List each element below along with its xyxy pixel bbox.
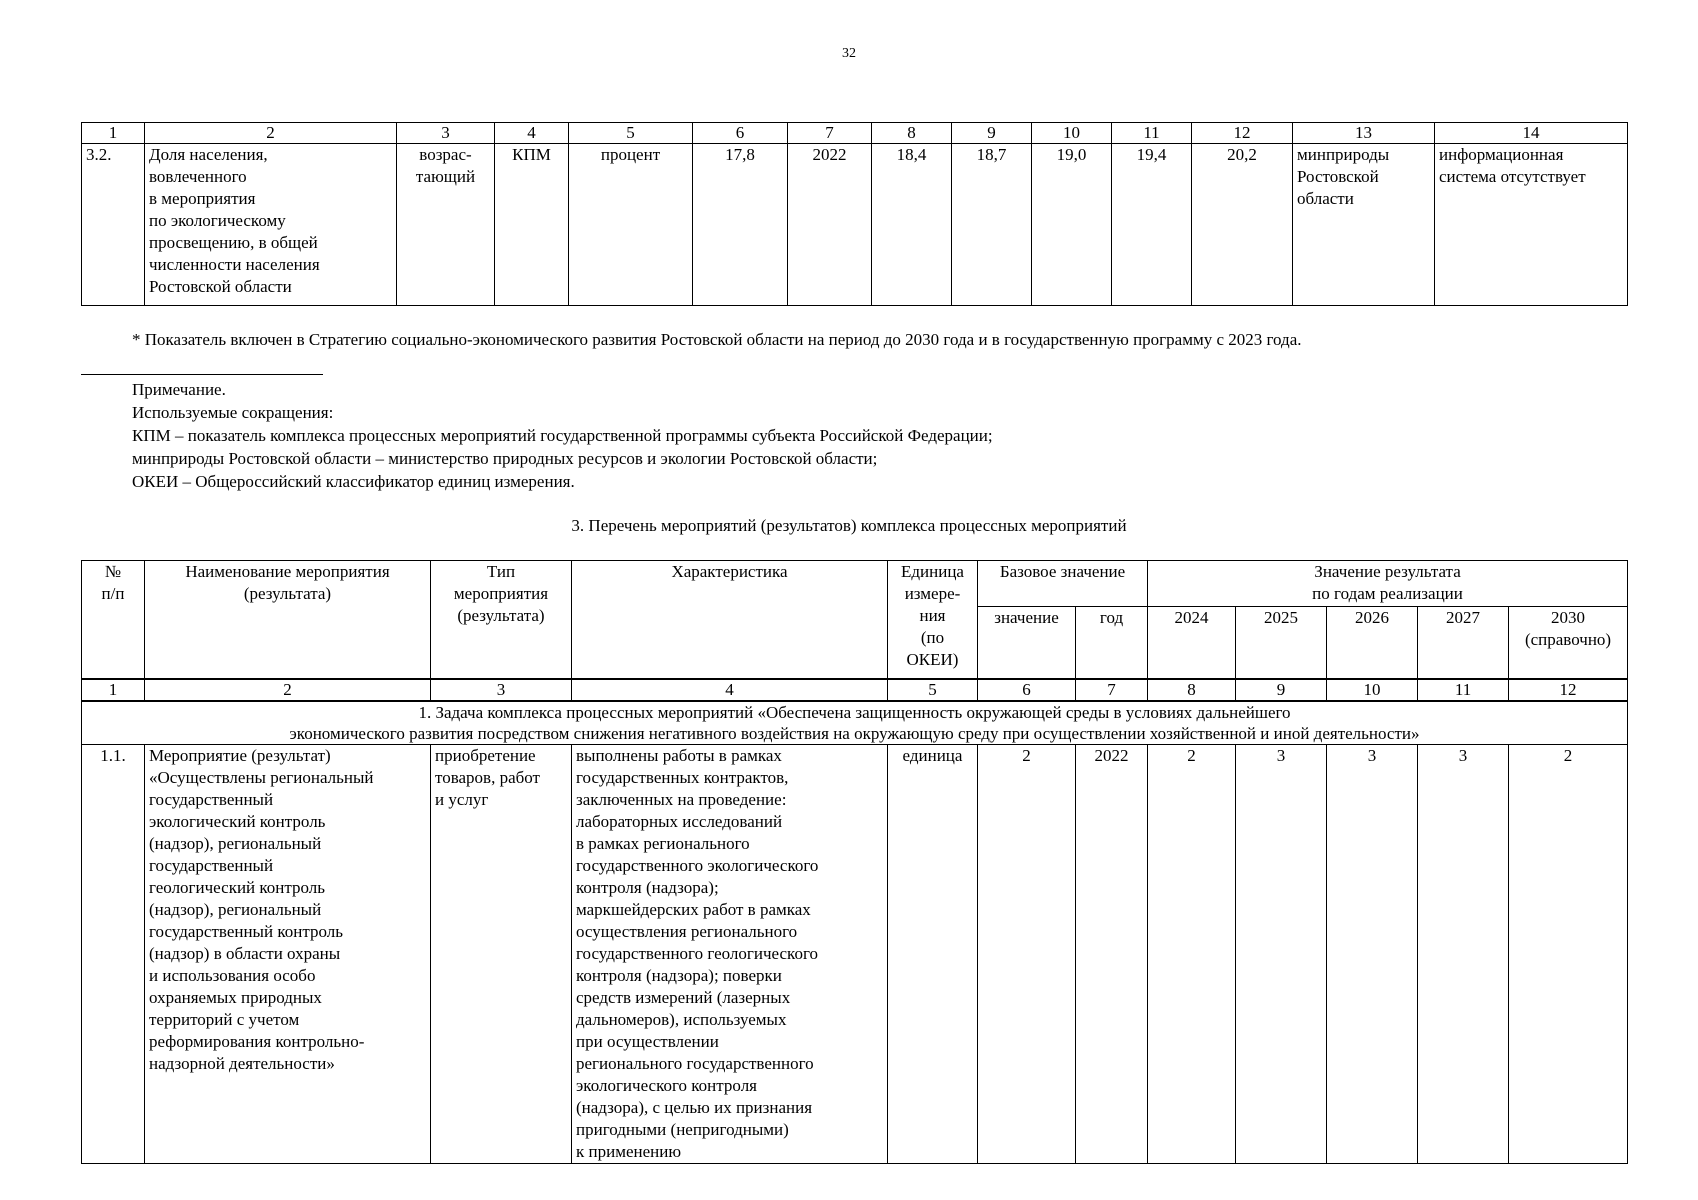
task-title (82, 701, 1628, 745)
col-number: 2 (145, 123, 397, 144)
text-line: государственного геологического (576, 943, 818, 963)
base-year: 2022 (1076, 744, 1148, 1163)
text-line: государственный контроль (149, 921, 343, 941)
measure-characteristic (572, 744, 888, 1163)
header-year-2024: 2024 (1148, 607, 1236, 679)
text-line: государственный (149, 855, 274, 875)
text-line: приобретение (435, 745, 536, 765)
note-line: минприроды Ростовской области – министерство природных ресурсов и экологии Ростовской области; (132, 449, 878, 468)
header-name (145, 561, 431, 679)
text-line: п/п (101, 584, 125, 603)
header-year-2026: 2026 (1327, 607, 1418, 679)
header-year-2030 (1509, 607, 1628, 679)
text-line: в рамках регионального (576, 833, 750, 853)
col-number: 6 (978, 679, 1076, 701)
text-line: охраняемых природных (149, 987, 322, 1007)
text-line: экономического развития посредством снижения негативного воздействия на окружающую среду при осуществлении хозяйственной и иной деятельности» (289, 723, 1420, 743)
base-year: 2022 (788, 144, 872, 306)
indicator-name (145, 144, 397, 306)
text-line: территорий с учетом (149, 1009, 300, 1029)
text-line: реформирования контрольно- (149, 1031, 365, 1051)
note-line: ОКЕИ – Общероссийский классификатор единиц измерения. (132, 472, 575, 491)
col-number: 4 (572, 679, 888, 701)
section-title: 3. Перечень мероприятий (результатов) комплекса процессных мероприятий (571, 516, 1127, 535)
text-line: и использования особо (149, 965, 316, 985)
col-number: 11 (1418, 679, 1509, 701)
note-line: Используемые сокращения: (132, 403, 334, 422)
col-number: 2 (145, 679, 431, 701)
header-base: Базовое значение (978, 561, 1148, 607)
text-line: Единица (901, 562, 964, 581)
note-heading: Примечание. (132, 380, 226, 399)
text-line: Тип (486, 562, 516, 581)
value-2027: 3 (1418, 744, 1509, 1163)
col-number: 8 (872, 123, 952, 144)
footnote-divider (81, 374, 323, 375)
text-line: мероприятия (453, 584, 549, 603)
text-line: (результата) (457, 606, 545, 625)
text-line: численности населения (149, 255, 320, 274)
value-2026: 3 (1327, 744, 1418, 1163)
col-number: 1 (82, 679, 145, 701)
text-line: регионального государственного (576, 1053, 814, 1073)
col-number: 12 (1509, 679, 1628, 701)
col-number: 9 (952, 123, 1032, 144)
notes-block (132, 378, 993, 493)
text-line: информационная (1439, 145, 1564, 164)
text-line: Ростовской (1297, 167, 1379, 186)
text-line: лабораторных исследований (576, 811, 783, 831)
col-number: 5 (888, 679, 978, 701)
text-line: 2030 (1551, 608, 1586, 627)
value-2024: 18,4 (872, 144, 952, 306)
text-line: в мероприятия (149, 189, 256, 208)
info-system (1435, 144, 1628, 306)
table-row (82, 144, 1628, 306)
text-line: (справочно) (1524, 630, 1612, 649)
measure-type (431, 744, 572, 1163)
text-line: Значение результата (1314, 562, 1461, 581)
header-number-row (82, 123, 1628, 144)
text-line: осуществления регионального (576, 921, 798, 941)
text-line: заключенных на проведение: (576, 789, 787, 809)
text-line: контроля (надзора); поверки (576, 965, 782, 985)
text-line: геологический контроль (149, 877, 326, 897)
responsible (1293, 144, 1435, 306)
base-value: 17,8 (693, 144, 788, 306)
measures-table (81, 560, 1628, 1164)
text-line: по экологическому (149, 211, 286, 230)
col-number: 8 (1148, 679, 1236, 701)
header-unit (888, 561, 978, 679)
text-line: экологический контроль (149, 811, 326, 831)
base-value: 2 (978, 744, 1076, 1163)
text-line: Наименование мероприятия (185, 562, 390, 581)
text-line: области (1297, 189, 1354, 208)
text-line: государственных контрактов, (576, 767, 789, 787)
col-number: 6 (693, 123, 788, 144)
text-line: ния (919, 606, 946, 625)
text-line: вовлеченного (149, 167, 247, 186)
text-line: Ростовской области (149, 277, 292, 296)
col-number: 13 (1293, 123, 1435, 144)
text-line: к применению (576, 1141, 682, 1161)
col-number: 7 (1076, 679, 1148, 701)
header-type (431, 561, 572, 679)
text-line: государственного экологического (576, 855, 819, 875)
header-year-2025: 2025 (1236, 607, 1327, 679)
text-line: (надзора), с целью их признания (576, 1097, 813, 1117)
text-line: Мероприятие (результат) (149, 745, 331, 765)
measure-name (145, 744, 431, 1163)
footnote: * Показатель включен в Стратегию социально-экономического развития Ростовской области на период до 2030 года и в государственную программу с 2023 года. (132, 330, 1302, 349)
col-number: 14 (1435, 123, 1628, 144)
text-line: дальномеров), используемых (576, 1009, 787, 1029)
indicator-unit: процент (569, 144, 693, 306)
value-2025: 18,7 (952, 144, 1032, 306)
note-line: КПМ – показатель комплекса процессных мероприятий государственной программы субъекта Российской Федерации; (132, 426, 993, 445)
col-number: 10 (1327, 679, 1418, 701)
value-2030: 2 (1509, 744, 1628, 1163)
header-base-value: значение (978, 607, 1076, 679)
indicator-direction (397, 144, 495, 306)
value-2027: 19,4 (1112, 144, 1192, 306)
col-number: 1 (82, 123, 145, 144)
text-line: просвещению, в общей (149, 233, 318, 252)
header-result (1148, 561, 1628, 607)
header-year-2027: 2027 (1418, 607, 1509, 679)
header-characteristic: Характеристика (572, 561, 888, 679)
header-row (82, 561, 1628, 607)
value-2024: 2 (1148, 744, 1236, 1163)
text-line: (надзор), региональный (149, 899, 322, 919)
text-line: измере- (904, 584, 961, 603)
text-line: система отсутствует (1439, 167, 1586, 186)
text-line: тающий (415, 167, 476, 186)
text-line: (результата) (243, 584, 332, 603)
col-number: 4 (495, 123, 569, 144)
value-2030: 20,2 (1192, 144, 1293, 306)
text-line: 1. Задача комплекса процессных мероприятий «Обеспечена защищенность окружающей среды в условиях дальнейшего (418, 702, 1291, 722)
text-line: ОКЕИ) (906, 650, 959, 669)
col-number: 7 (788, 123, 872, 144)
text-line: (надзор), региональный (149, 833, 322, 853)
page-number: 32 (842, 46, 856, 61)
text-line: по годам реализации (1312, 584, 1463, 603)
text-line: (по (920, 628, 945, 647)
text-line: минприроды (1297, 145, 1390, 164)
indicators-table (81, 122, 1628, 306)
text-line: надзорной деятельности» (149, 1053, 335, 1073)
header-num (82, 561, 145, 679)
col-number: 5 (569, 123, 693, 144)
text-line: государственный (149, 789, 274, 809)
header-base-year: год (1076, 607, 1148, 679)
col-number: 3 (431, 679, 572, 701)
text-line: и услуг (435, 789, 489, 809)
text-line: экологического контроля (576, 1075, 757, 1095)
text-line: «Осуществлены региональный (149, 767, 374, 787)
measure-unit: единица (888, 744, 978, 1163)
row-number: 1.1. (82, 744, 145, 1163)
text-line: пригодными (непригодными) (576, 1119, 789, 1139)
text-line: маркшейдерских работ в рамках (576, 899, 811, 919)
header-number-row (82, 679, 1628, 701)
col-number: 9 (1236, 679, 1327, 701)
text-line: контроля (надзора); (576, 877, 719, 897)
row-number: 3.2. (82, 144, 145, 306)
text-line: № (104, 562, 122, 581)
text-line: (надзор) в области охраны (149, 943, 341, 963)
value-2025: 3 (1236, 744, 1327, 1163)
col-number: 11 (1112, 123, 1192, 144)
text-line: при осуществлении (576, 1031, 719, 1051)
table-row (82, 744, 1628, 1163)
col-number: 12 (1192, 123, 1293, 144)
text-line: возрас- (419, 145, 472, 164)
text-line: Доля населения, (149, 145, 268, 164)
col-number: 3 (397, 123, 495, 144)
text-line: средств измерений (лазерных (576, 987, 791, 1007)
text-line: товаров, работ (435, 767, 540, 787)
indicator-level: КПМ (495, 144, 569, 306)
task-row (82, 701, 1628, 745)
text-line: выполнены работы в рамках (576, 745, 782, 765)
col-number: 10 (1032, 123, 1112, 144)
value-2026: 19,0 (1032, 144, 1112, 306)
